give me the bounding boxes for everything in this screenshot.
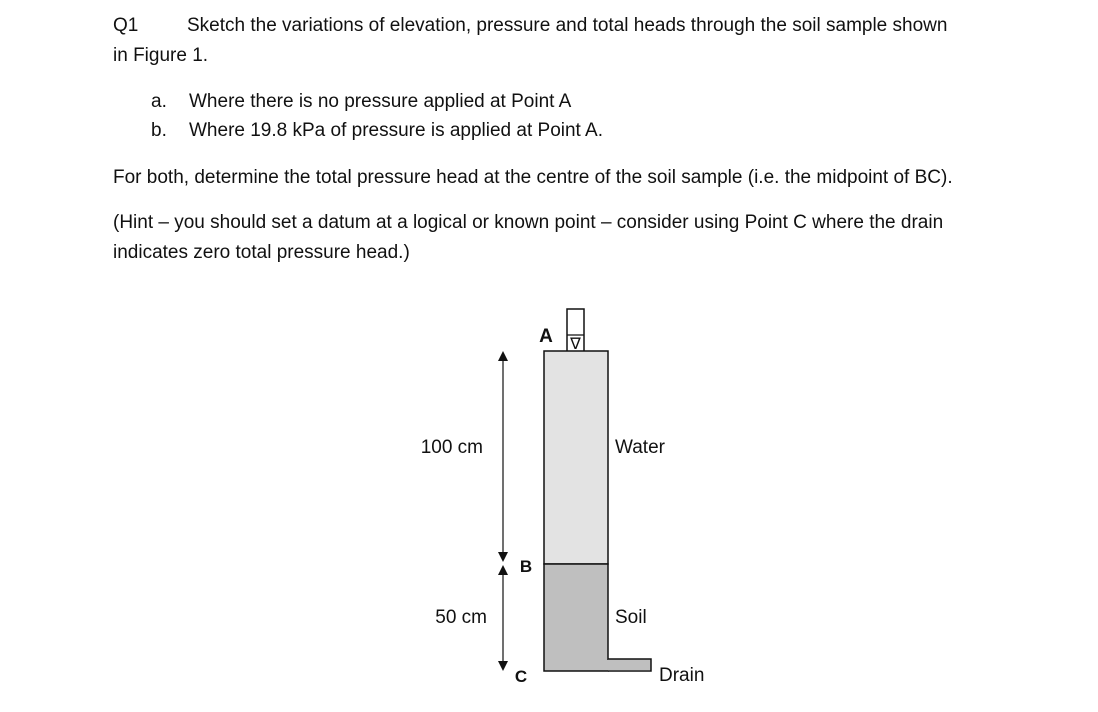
instruction-text: For both, determine the total pressure head at the centre of the soil sample (i.e. the midpoint of BC).: [113, 167, 953, 188]
water-height-label: 100 cm: [420, 437, 483, 458]
part-a-text: Where there is no pressure applied at Point A: [189, 91, 572, 112]
hint-text-line-1: (Hint – you should set a datum at a logical or known point – consider using Point C where the drain: [113, 212, 944, 233]
question-number: Q1: [113, 15, 139, 36]
point-b-label: B: [519, 557, 533, 576]
soil-column: [544, 564, 608, 671]
water-column: [544, 351, 608, 564]
part-b-text: Where 19.8 kPa of pressure is applied at Point A.: [189, 120, 604, 141]
soil-height-label: 50 cm: [435, 607, 487, 628]
drain-outlet-fill: [607, 660, 650, 670]
soil-label: Soil: [615, 607, 647, 628]
water-label: Water: [615, 437, 665, 458]
part-b-marker: b.: [151, 120, 167, 141]
water-table-icon: ∇: [570, 336, 581, 353]
part-a-marker: a.: [151, 91, 167, 112]
question-text-line-1: Sketch the variations of elevation, pressure and total heads through the soil sample shown: [187, 15, 948, 36]
question-text-line-2: in Figure 1.: [113, 45, 209, 66]
hint-text-line-2: indicates zero total pressure head.): [113, 242, 410, 263]
point-a-label: A: [539, 326, 553, 347]
point-c-label: C: [514, 667, 528, 686]
drain-label: Drain: [659, 665, 705, 686]
